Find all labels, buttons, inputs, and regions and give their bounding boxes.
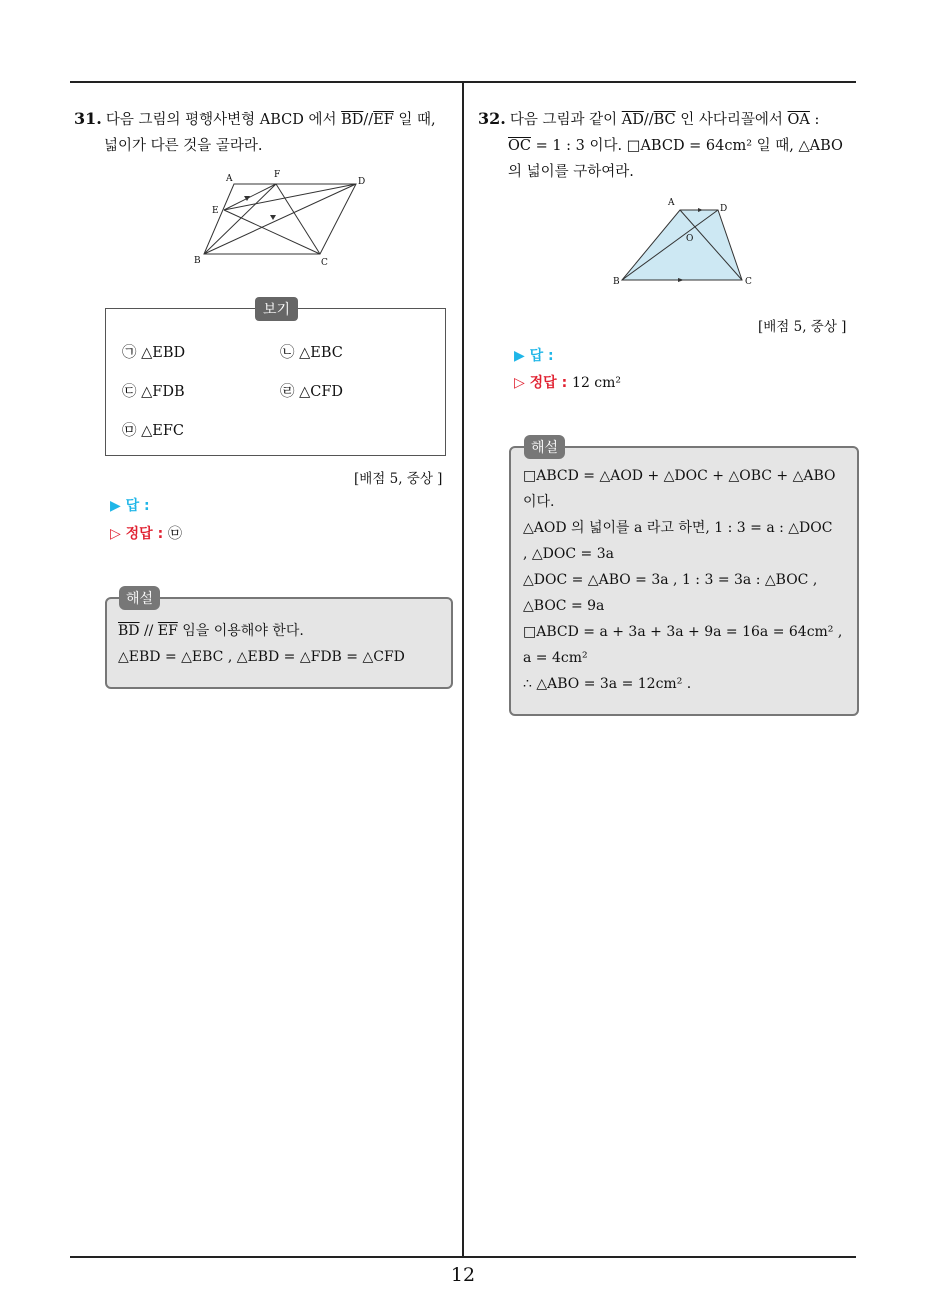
q32-solution-line: △AOD 의 넓이를 a 라고 하면, 1 : 3 = a : △DOC <box>523 520 833 536</box>
q31-solution-line2: △EBD = △EBC , △EBD = △FDB = △CFD <box>118 649 405 665</box>
q31-solution-title: 해설 <box>119 586 160 610</box>
label-E: E <box>212 206 219 216</box>
q32-solution-line: □ABCD = a + 3a + 3a + 9a = 16a = 64cm² , <box>523 624 843 640</box>
label-B: B <box>613 277 620 287</box>
q32-answer-label: ▶ 답 : <box>514 348 554 364</box>
label-C: C <box>321 258 328 268</box>
label-A: A <box>668 198 675 208</box>
q31-line1: 31. 다음 그림의 평행사변형 ABCD 에서 $\overline{BD}//\overline{EF}$ 일 때, <box>74 109 436 128</box>
choice-3: ㉢ △FDB <box>122 384 185 400</box>
q32-solution-line: , △DOC = 3a <box>523 546 614 562</box>
q32-solution-line: a = 4cm² <box>523 650 588 666</box>
label-D: D <box>358 177 366 187</box>
page-number: 12 <box>450 1264 476 1286</box>
choice-1: ㉠ △EBD <box>122 345 186 361</box>
q32-line1: 32. 다음 그림과 같이 $\overline{AD}//\overline{BC}$ 인 사다리꼴에서 $\overline{OA}$ : <box>478 109 820 128</box>
q32-solution-line: □ABCD = △AOD + △DOC + △OBC + △ABO <box>523 468 836 484</box>
column-divider <box>462 81 464 1257</box>
bottom-rule <box>70 1256 856 1258</box>
q32-number: 32. <box>478 109 506 128</box>
q32-line3: 의 넓이를 구하여라. <box>508 164 634 180</box>
q32-line2: $\overline{OC} = 1$ : 3 이다. □ABCD = 64cm² 일 때, △ABO <box>508 138 843 154</box>
bogi-title: 보기 <box>255 297 298 321</box>
q32-solution-line: 이다. <box>523 494 555 510</box>
q32-solution-line: ∴ △ABO = 3a = 12cm² . <box>523 676 692 692</box>
label-O: O <box>686 234 694 244</box>
q31-answer-label: ▶ 답 : <box>110 498 150 514</box>
q32-correct-answer: ▷ 정답 : 12 cm² <box>514 375 622 391</box>
label-F: F <box>274 170 281 180</box>
q31-parallelogram-figure <box>188 166 378 271</box>
choice-4: ㉣ △CFD <box>280 384 344 400</box>
q31-score: [배점 5, 중상 ] <box>354 471 443 487</box>
q32-trapezoid-figure <box>610 193 760 288</box>
question-32 <box>478 106 860 185</box>
q31-solution-line1: $\overline{BD} // \overline{EF}$ 임을 이용해야 한다. <box>118 623 304 639</box>
q32-solution-line: △BOC = 9a <box>523 598 605 614</box>
question-31 <box>74 106 459 159</box>
q31-line2: 넓이가 다른 것을 골라라. <box>104 138 263 154</box>
q32-solution-line: △DOC = △ABO = 3a , 1 : 3 = 3a : △BOC , <box>523 572 818 588</box>
label-C: C <box>745 277 752 287</box>
label-D: D <box>720 204 728 214</box>
q32-solution-box <box>509 446 859 716</box>
choice-2: ㉡ △EBC <box>280 345 343 361</box>
q31-solution-box <box>105 597 453 689</box>
label-A: A <box>226 174 233 184</box>
q31-number: 31. <box>74 109 102 128</box>
label-B: B <box>194 256 201 266</box>
q31-correct-answer: ▷ 정답 : ㉤ <box>110 526 183 542</box>
q32-score: [배점 5, 중상 ] <box>758 319 847 335</box>
choice-5: ㉤ △EFC <box>122 423 185 439</box>
q32-solution-title: 해설 <box>524 435 565 459</box>
